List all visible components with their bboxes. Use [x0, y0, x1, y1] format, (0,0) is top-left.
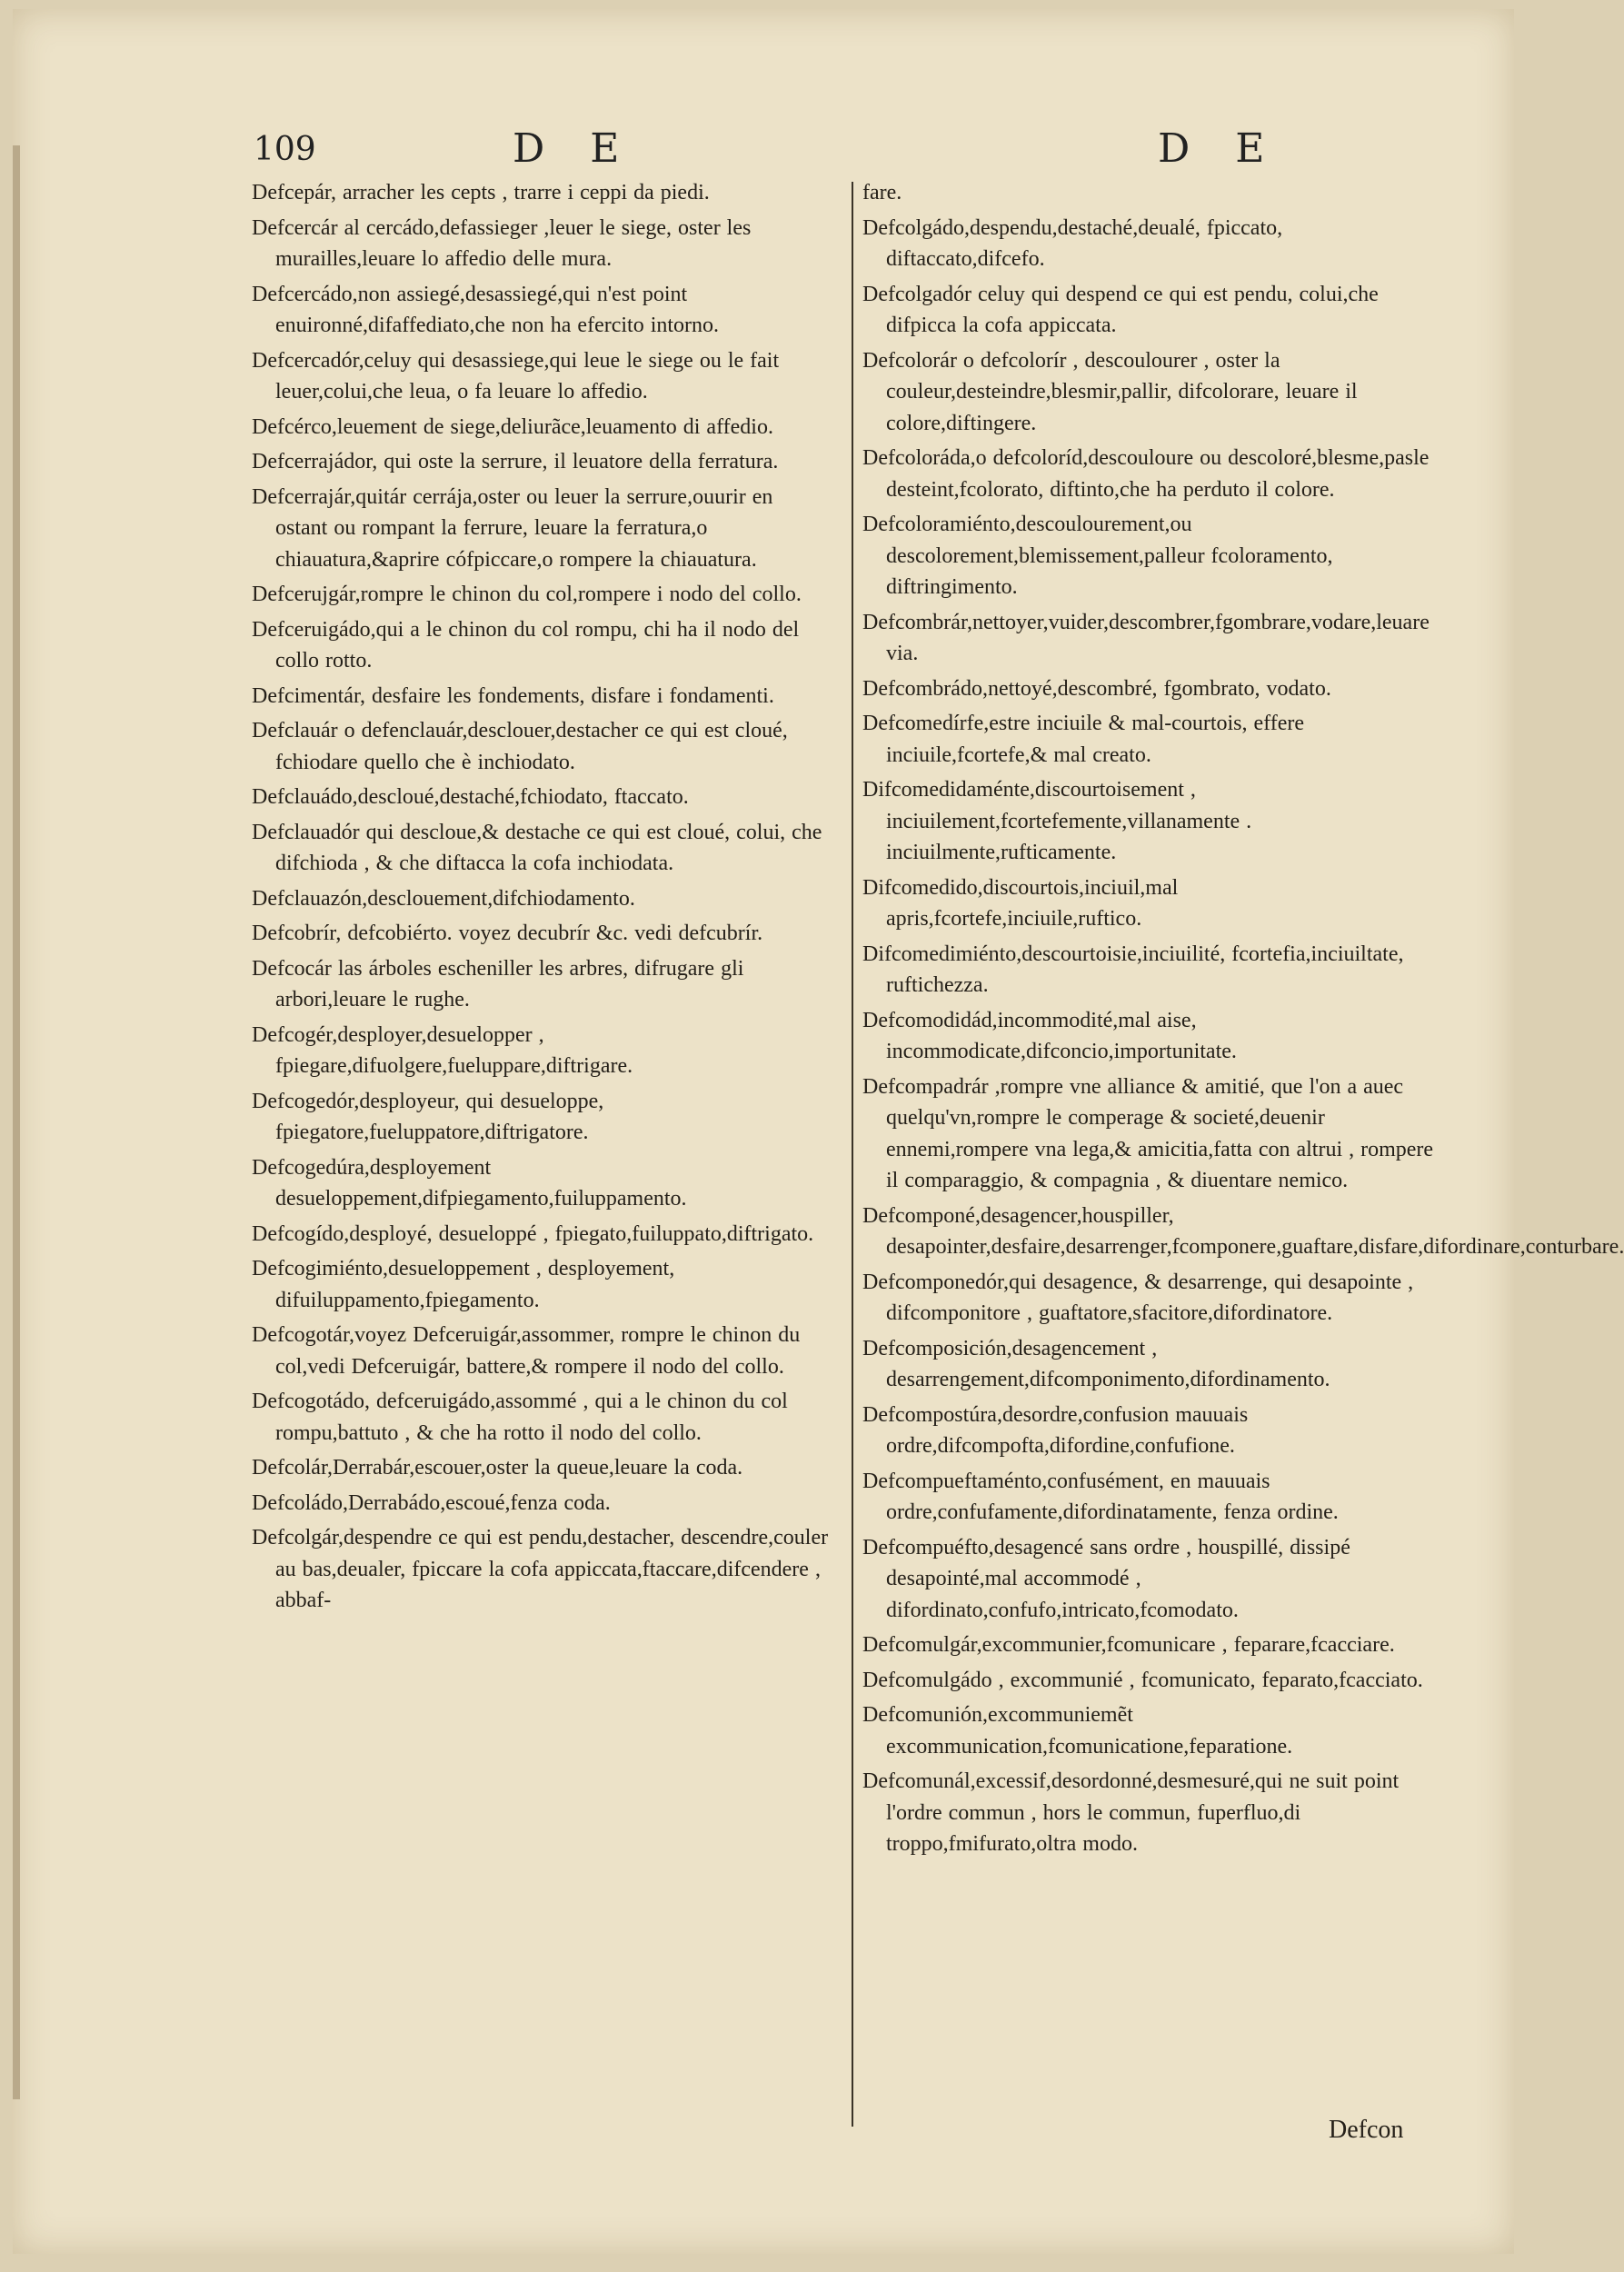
dictionary-entry: Defclauár o defenclauár,desclouer,destacher ce qui est cloué, fchiodare quello che è inchiodato.	[252, 719, 788, 774]
dictionary-entry: Difcomedidaménte,discourtoisement , inciuilement,fcortefemente,villanamente . inciuilmente,rufticamente.	[862, 778, 1252, 864]
dictionary-entry: Defcocár las árboles escheniller les arbres, difrugare gli arbori,leuare le rughe.	[252, 956, 744, 1011]
dictionary-entry: Defcogedór,desployeur, qui desueloppe, fpiegatore,fueluppatore,diftrigatore.	[252, 1089, 604, 1144]
dictionary-entry: Defcomposición,desagencement , desarrengement,difcomponimento,difordinamento.	[862, 1336, 1330, 1391]
dictionary-entry: Difcomedido,discourtois,inciuil,mal apris,fcortefe,inciuile,ruftico.	[862, 875, 1179, 931]
header-right-letters: D E	[1158, 125, 1281, 172]
dictionary-entry: Defcogedúra,desployement desueloppement,difpiegamento,fuiluppamento.	[252, 1155, 687, 1211]
dictionary-entry: Defceruigádo,qui a le chinon du col rompu, chi ha il nodo del collo rotto.	[252, 617, 800, 673]
dictionary-entry: Defcoloramiénto,descoulourement,ou descolorement,blemissement,palleur fcoloramento, diftringimento.	[862, 513, 1333, 599]
dictionary-entry: Defcompostúra,desordre,confusion mauuais ordre,difcompofta,difordine,confufione.	[862, 1402, 1249, 1458]
dictionary-entry: Defcomponedór,qui desagence, & desarrenge, qui desapointe , difcomponitore , guaftatore,sfacitore,difordinatore.	[862, 1270, 1414, 1325]
dictionary-entry: Defcepár, arracher les cepts , trarre i ceppi da piedi.	[252, 181, 710, 204]
dictionary-entry: Defcobrír, defcobiérto. voyez decubrír &c. vedi defcubrír.	[252, 922, 763, 945]
dictionary-entry: Defcimentár, desfaire les fondements, disfare i fondamenti.	[252, 683, 774, 708]
dictionary-entry: Defcerrajár,quitár cerrája,oster ou leuer la serrure,ouurir en ostant ou rompant la ferrure, leuare la ferratura,o chiauatura,&aprire cófpiccare,o rompere la chiauatura.	[252, 484, 773, 572]
dictionary-entry: Defcomponé,desagencer,houspiller, desapointer,desfaire,desarrenger,fcomponere,guaftare,disfare,difordinare,conturbare.	[862, 1203, 1624, 1259]
dictionary-entry: Defcolár,Derrabár,escouer,oster la queue,leuare la coda.	[252, 1456, 743, 1480]
dictionary-entry: Defcoládo,Derrabádo,escoué,fenza coda.	[252, 1490, 611, 1515]
dictionary-entry: Defclauádo,descloué,destaché,fchiodato, ftaccato.	[252, 785, 689, 809]
left-column	[252, 177, 829, 1620]
dictionary-entry: Defcomunál,excessif,desordonné,desmesuré,qui ne suit point l'ordre commun , hors le commun, fuperfluo,di troppo,fmifurato,oltra modo.	[862, 1769, 1400, 1856]
dictionary-entry: fare.	[862, 181, 902, 204]
dictionary-entry: Defcomedírfe,estre inciuile & mal-courtois, effere inciuile,fcortefe,& mal creato.	[862, 712, 1305, 767]
dictionary-entry: Defcogér,desployer,desuelopper , fpiegare,difuolgere,fuelupparе,diftrigare.	[252, 1022, 633, 1078]
dictionary-entry: Defcombrár,nettoyer,vuider,descombrer,fgombrare,vodare,leuare via.	[862, 610, 1430, 665]
dictionary-entry: Defcercádo,non assiegé,desassiegé,qui n'est point enuironné,difaffediato,che non ha efercito intorno.	[252, 282, 720, 337]
book-page	[13, 9, 1624, 2254]
dictionary-entry: Defcomodidád,incommodité,mal aise, incommodicate,difconcio,importunitate.	[862, 1008, 1237, 1063]
dictionary-entry: Defcompadrár ,rompre vne alliance & amitié, que l'on a auec quelqu'vn,rompre le comperage & societé,deuenir ennemi,rompere vna lega,& amicitia,fatta con altrui , rompere il comparaggio, & compagnia , & diuentare nemico.	[862, 1074, 1434, 1192]
dictionary-entry: Defcombrádo,nettoyé,descombré, fgombrato, vodato.	[862, 676, 1331, 701]
dictionary-entry: Defcercár al cercádo,defassieger ,leuer le siege, oster les murailles,leuare lo affedio delle mura.	[252, 215, 752, 271]
dictionary-entry: Defcercadór,celuy qui desassiege,qui leue le siege ou le fait leuer,colui,che leua, o fa leuare lo affedio.	[252, 348, 780, 404]
dictionary-entry: Defclauazón,desclouement,difchiodamento.	[252, 886, 635, 911]
dictionary-entry: Difcomedimiénto,descourtoisie,inciuilité, fcortefia,inciuiltate, ruftichezza.	[862, 942, 1404, 997]
dictionary-entry: Defcérco,leuement de siege,deliurãce,leuamento di affedio.	[252, 414, 773, 439]
dictionary-entry: Defcerrajádor, qui oste la serrure, il leuatore della ferratura.	[252, 450, 779, 473]
dictionary-entry: Defcogído,desployé, desueloppé , fpiegato,fuiluppato,diftrigato.	[252, 1221, 814, 1246]
dictionary-entry: Defcompueftaménto,confusément, en mauuais ordre,confufamente,difordinatamente, fenza ordine.	[862, 1469, 1339, 1524]
dictionary-entry: Defcogotádo, defceruigádo,assommé , qui a le chinon du col rompu,battuto , & che ha rotto il nodo del collo.	[252, 1390, 788, 1445]
dictionary-entry: Defcogimiénto,desueloppement , desployement, difuiluppamento,fpiegamento.	[252, 1257, 675, 1312]
dictionary-entry: Defcolorár o defcolorír , descoulourer , oster la couleur,desteindre,blesmir,pallir, difcolorare, leuare il colore,diftingere.	[862, 348, 1358, 435]
dictionary-entry: Defcomunión,excommuniemẽt excommunication,fcomunicatione,feparatione.	[862, 1703, 1293, 1759]
page-number: 109	[254, 131, 316, 168]
binding-edge	[13, 145, 20, 2099]
dictionary-entry: Defcolgádo,despendu,destaché,deualé, fpiccato, diftaccato,difcefo.	[862, 215, 1283, 271]
catchword: Defcon	[1329, 2116, 1404, 2144]
dictionary-entry: Defcogotár,voyez Defceruigár,assommer, rompre le chinon du col,vedi Defceruigár, battere,& rompere il nodo del collo.	[252, 1323, 801, 1379]
column-divider	[852, 182, 853, 2127]
dictionary-entry: Defcompuéfto,desagencé sans ordre , houspillé, dissipé desapointé,mal accommodé , difordinato,confufo,intricato,fcomodato.	[862, 1535, 1350, 1622]
dictionary-entry: Defcolgár,despendre ce qui est pendu,destacher, descendre,couler au bas,deualer, fpiccare la cofa appiccata,ftaccare,difcendere , abbaf-	[252, 1526, 829, 1612]
dictionary-entry: Defclauadór qui descloue,& destache ce qui est cloué, colui, che difchioda , & che diftacca la cofa inchiodata.	[252, 820, 822, 875]
dictionary-entry: Defcomulgádo , excommunié , fcomunicato, feparato,fcacciato.	[862, 1668, 1423, 1692]
header-left-letters: D E	[513, 125, 636, 172]
dictionary-entry: Defcolgadór celuy qui despend ce qui est pendu, colui,che difpicca la cofa appiccata.	[862, 282, 1379, 337]
running-header	[13, 124, 1514, 178]
dictionary-entry: Defcoloráda,o defcoloríd,descouloure ou descoloré,blesme,pasle desteint,fcolorato, diftinto,che ha perduto il colore.	[862, 446, 1430, 502]
right-column	[862, 177, 1624, 1864]
dictionary-entry: Defcomulgár,excommunier,fcomunicare , feparare,fcacciare.	[862, 1633, 1395, 1657]
dictionary-entry: Defcerujgár,rompre le chinon du col,rompere i nodo del collo.	[252, 583, 802, 606]
